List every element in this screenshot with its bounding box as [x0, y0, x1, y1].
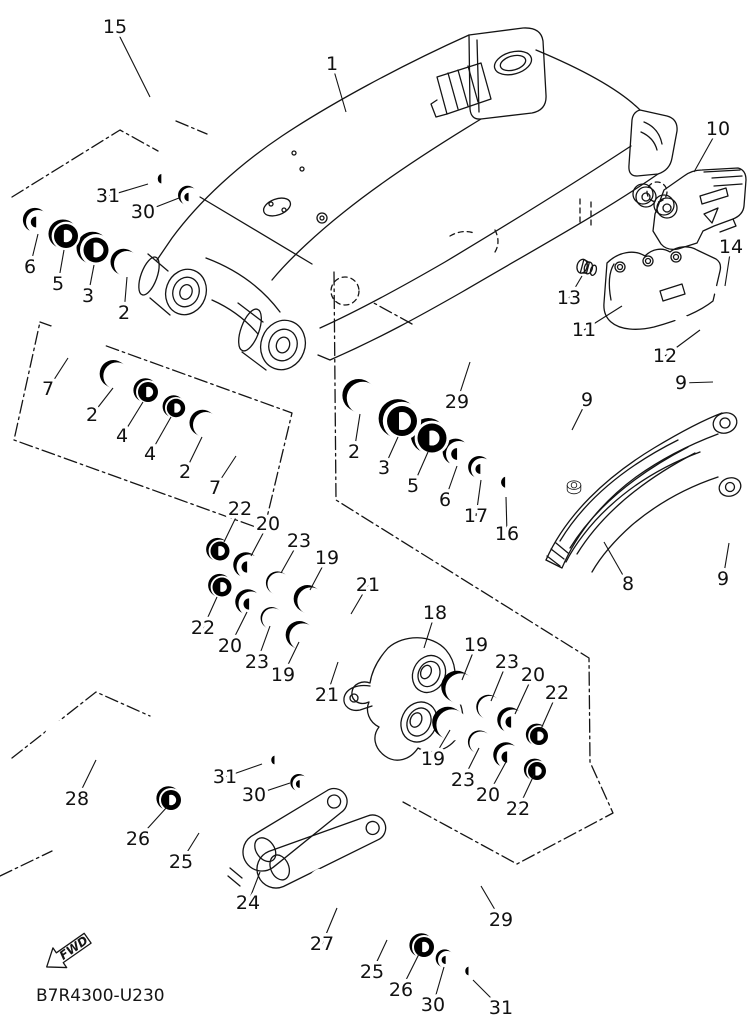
bolt-28	[41, 717, 152, 798]
part-number-label: 20	[520, 664, 546, 686]
nut-31-link-lower	[459, 964, 481, 985]
washer-6-topleft	[23, 208, 50, 234]
callout-labels	[24, 16, 743, 1019]
bearing-19-left-lower	[286, 621, 317, 651]
part-number-label: 5	[51, 273, 65, 295]
part-number-label: 27	[309, 933, 335, 955]
part-number-label: 23	[450, 769, 476, 791]
part-number-label: 30	[130, 201, 156, 223]
bearing-19-right-upper	[441, 671, 476, 705]
part-number-label: 23	[494, 651, 520, 673]
bearing-2-middle	[342, 379, 379, 414]
bolt-9-left	[565, 434, 584, 469]
part-number-label: 20	[255, 513, 281, 535]
part-number-label: 29	[444, 391, 470, 413]
part-number-label: 10	[705, 118, 731, 140]
part-number-label: 20	[475, 784, 501, 806]
part-number-label: 9	[674, 372, 688, 394]
part-15-pivot-shaft	[27, 34, 178, 133]
part-number-label: 2	[178, 461, 192, 483]
part-number-label: 29	[488, 909, 514, 931]
part-number-label: 30	[420, 994, 446, 1016]
part-number-label: 5	[406, 475, 420, 497]
part-number-label: 21	[355, 574, 381, 596]
part-number-label: 22	[544, 682, 570, 704]
washer-30-link-lower	[436, 949, 456, 969]
nut-16	[493, 473, 521, 500]
washer-20-right-upper	[497, 707, 525, 734]
collar-27	[296, 866, 374, 932]
part-number-label: 22	[190, 617, 216, 639]
part-number-label: 19	[463, 634, 489, 656]
bearing-2-midright	[190, 410, 220, 438]
washer-30-link-upper	[290, 774, 309, 793]
washer-20-left-upper	[233, 552, 261, 579]
fwd-arrow-label: FWD	[56, 933, 91, 963]
bolt-14	[680, 264, 743, 311]
bearing-19-left-upper	[294, 585, 325, 615]
part-number-label: 9	[716, 568, 730, 590]
washer-30-top	[178, 186, 199, 207]
part-number-label: 3	[81, 285, 95, 307]
part-number-label: 30	[241, 784, 267, 806]
part-number-label: 3	[377, 457, 391, 479]
diagram-code: B7R4300-U230	[36, 986, 165, 1006]
part-number-label: 15	[102, 16, 128, 38]
collar-21-upper	[325, 599, 378, 640]
part-number-label: 13	[556, 287, 582, 309]
bolt-29-middle	[420, 318, 506, 380]
part-number-label: 28	[64, 788, 90, 810]
washer-17	[468, 456, 493, 480]
part-number-label: 2	[85, 404, 99, 426]
washer-20-left-lower	[235, 589, 263, 616]
seal-5-topleft	[48, 219, 80, 250]
part-number-label: 2	[347, 441, 361, 463]
collar-21-lower	[314, 634, 367, 675]
part-number-label: 21	[314, 684, 340, 706]
part-number-label: 12	[652, 345, 678, 367]
part-number-label: 6	[23, 256, 37, 278]
part-number-label: 2	[117, 302, 131, 324]
bolt-13	[575, 258, 598, 277]
part-number-label: 20	[217, 635, 243, 657]
part-number-label: 25	[168, 851, 194, 873]
bolt-9-top	[716, 373, 735, 408]
oring-23-left-upper	[266, 571, 291, 595]
part-number-label: 7	[41, 378, 55, 400]
part-number-label: 31	[212, 766, 238, 788]
part-number-label: 8	[621, 573, 635, 595]
bearing-2-topleft	[111, 249, 141, 277]
part-number-label: 7	[208, 477, 222, 499]
part-number-label: 4	[115, 425, 129, 447]
part-number-label: 22	[227, 498, 253, 520]
part-number-label: 24	[235, 892, 261, 914]
bearing-3-middle	[379, 399, 422, 440]
part-number-label: 31	[488, 997, 514, 1019]
bearing-3-topleft	[77, 232, 113, 266]
part-number-label: 23	[244, 651, 270, 673]
part-number-label: 4	[143, 443, 157, 465]
bearing-2-midleft	[100, 360, 131, 390]
part-number-label: 9	[580, 389, 594, 411]
seal-26-right	[409, 933, 436, 959]
seal-26-left	[156, 786, 183, 812]
part-number-label: 26	[125, 828, 151, 850]
part-11-chain-guide-bracket	[604, 247, 721, 329]
fwd-arrow	[40, 928, 95, 976]
bolt-9-bottom	[720, 509, 739, 544]
part-number-label: 11	[571, 319, 597, 341]
washer-20-right-lower	[493, 742, 521, 769]
part-number-label: 18	[422, 602, 448, 624]
oring-23-left-lower	[261, 607, 284, 630]
seal-22-left-upper	[206, 538, 231, 563]
seal-22-left-lower	[208, 574, 233, 599]
part-number-label: 16	[494, 523, 520, 545]
collar-7-left	[42, 317, 108, 371]
part-number-label: 1	[325, 53, 339, 75]
part-number-label: 31	[95, 185, 121, 207]
collar-7-right	[209, 414, 275, 468]
part-number-label: 25	[359, 961, 385, 983]
part-number-label: 6	[438, 489, 452, 511]
part-number-label: 19	[314, 547, 340, 569]
seal-22-right-lower	[524, 759, 548, 782]
oring-23-right-lower	[468, 730, 493, 754]
nut-31-link-upper	[265, 753, 287, 774]
seal-4-left	[133, 378, 160, 404]
part-number-label: 22	[505, 798, 531, 820]
part-number-label: 26	[388, 979, 414, 1001]
part-number-label: 19	[420, 748, 446, 770]
seal-22-right-upper	[526, 724, 550, 747]
bolt-29-bottom	[404, 828, 490, 891]
nut-31-top	[151, 171, 175, 195]
part-number-label: 17	[463, 505, 489, 527]
part-number-label: 19	[270, 664, 296, 686]
part-number-label: 14	[718, 236, 744, 258]
seal-4-right	[163, 395, 187, 419]
part-number-label: 23	[286, 530, 312, 552]
